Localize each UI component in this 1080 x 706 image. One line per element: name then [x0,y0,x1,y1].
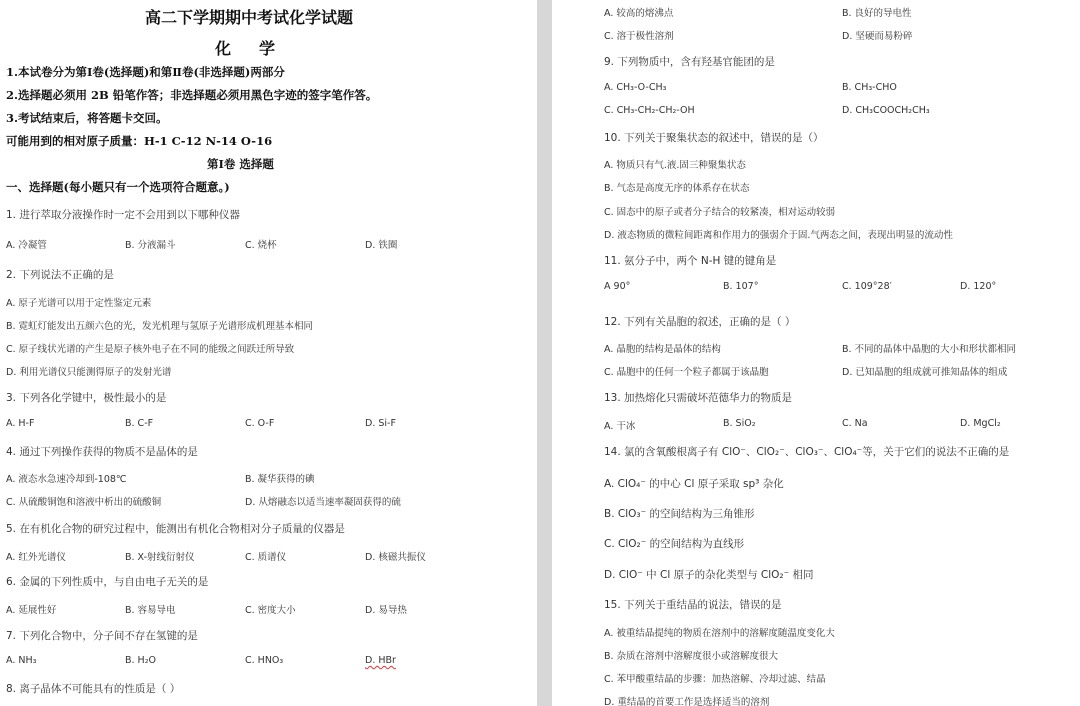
question-7-option-d: D. HBr [365,655,396,666]
question-2-option-b: B. 霓虹灯能发出五颜六色的光，发光机理与氢原子光谱形成机理基本相同 [6,321,314,332]
question-9-option-b: B. CH₃-CHO [842,82,897,93]
part-title: 第Ⅰ卷 选择题 [207,157,274,171]
question-6-option-a: A. 延展性好 [6,605,57,616]
subject-title: 化学 [215,39,304,58]
question-5-option-d: D. 核磁共振仪 [365,552,426,563]
question-14-option-d: D. ClO⁻ 中 Cl 原子的杂化类型与 ClO₂⁻ 相同 [604,569,814,581]
question-12-option-c: C. 晶胞中的任何一个粒子都属于该晶胞 [604,367,769,378]
question-11-option-a: A 90° [604,281,631,292]
question-2-option-c: C. 原子线状光谱的产生是原子核外电子在不同的能级之间跃迁所导致 [6,344,295,355]
question-10-option-a: A. 物质只有气.液.固三种聚集状态 [604,160,746,171]
question-7-stem: 7. 下列化合物中，分子间不存在氢键的是 [6,630,198,642]
question-13-option-d: D. MgCl₂ [960,418,1001,429]
question-15-stem: 15. 下列关于重结晶的说法，错误的是 [604,599,782,611]
exam-title: 高二下学期期中考试化学试题 [145,8,354,27]
question-11-stem: 11. 氨分子中，两个 N-H 键的键角是 [604,255,777,267]
question-9-option-c: C. CH₃-CH₂-CH₂-OH [604,105,695,116]
question-14-option-a: A. ClO₄⁻ 的中心 Cl 原子采取 sp³ 杂化 [604,478,784,490]
question-8-stem: 8. 离子晶体不可能具有的性质是（ ） [6,683,181,695]
question-8-option-a: A. 较高的熔沸点 [604,8,674,19]
question-11-option-d: D. 120° [960,281,997,292]
question-12-option-b: B. 不同的晶体中晶胞的大小和形状都相同 [842,344,1017,355]
question-6-stem: 6. 金属的下列性质中，与自由电子无关的是 [6,576,209,588]
question-6-option-b: B. 容易导电 [125,605,176,616]
question-15-option-a: A. 被重结晶提纯的物质在溶剂中的溶解度随温度变化大 [604,628,835,639]
question-15-option-c: C. 苯甲酸重结晶的步骤：加热溶解、冷却过滤、结晶 [604,674,826,685]
question-13-option-c: C. Na [842,418,868,429]
question-1-option-a: A. 冷凝管 [6,240,47,251]
question-4-option-c: C. 从硫酸铜饱和溶液中析出的硫酸铜 [6,497,162,508]
question-12-option-a: A. 晶胞的结构是晶体的结构 [604,344,721,355]
question-3-option-d: D. Si-F [365,418,396,429]
atomic-masses: 可能用到的相对原子质量：H-1 C-12 N-14 O-16 [6,134,273,148]
instruction-3: 3.考试结束后，将答题卡交回。 [6,111,168,125]
instruction-1: 1.本试卷分为第Ⅰ卷(选择题)和第Ⅱ卷(非选择题)两部分 [6,65,285,79]
question-3-option-b: B. C-F [125,418,154,429]
question-11-option-b: B. 107° [723,281,759,292]
question-3-option-c: C. O-F [245,418,275,429]
question-9-option-d: D. CH₃COOCH₂CH₃ [842,105,930,116]
question-11-option-c: C. 109°28′ [842,281,892,292]
right-page [552,0,1080,706]
question-13-stem: 13. 加热熔化只需破坏范德华力的物质是 [604,392,793,404]
question-14-option-c: C. ClO₂⁻ 的空间结构为直线形 [604,538,745,550]
question-4-option-b: B. 凝华获得的碘 [245,474,315,485]
question-14-option-b: B. ClO₃⁻ 的空间结构为三角锥形 [604,508,755,520]
question-9-option-a: A. CH₃-O-CH₃ [604,82,667,93]
question-3-stem: 3. 下列各化学键中，极性最小的是 [6,392,167,404]
question-5-option-c: C. 质谱仪 [245,552,287,563]
question-6-option-c: C. 密度大小 [245,605,296,616]
question-10-option-b: B. 气态是高度无序的体系存在状态 [604,183,750,194]
question-8-option-d: D. 坚硬而易粉碎 [842,31,913,42]
question-5-stem: 5. 在有机化合物的研究过程中，能测出有机化合物相对分子质量的仪器是 [6,523,345,535]
question-7-option-b: B. H₂O [125,655,156,666]
question-12-stem: 12. 下列有关晶胞的叙述，正确的是（ ） [604,316,796,328]
question-15-option-b: B. 杂质在溶剂中溶解度很小或溶解度很大 [604,651,779,662]
question-4-option-a: A. 液态水急速冷却到-108℃ [6,474,127,485]
question-12-option-d: D. 已知晶胞的组成就可推知晶体的组成 [842,367,1008,378]
question-7-option-c: C. HNO₃ [245,655,284,666]
question-7-option-a: A. NH₃ [6,655,37,666]
question-9-stem: 9. 下列物质中，含有羟基官能团的是 [604,56,775,68]
question-14-stem: 14. 氯的含氧酸根离子有 ClO⁻、ClO₂⁻、ClO₃⁻、ClO₄⁻等，关于它们的说法不正确的是 [604,446,1010,458]
question-1-stem: 1. 进行萃取分液操作时一定不会用到以下哪种仪器 [6,209,240,221]
question-5-option-a: A. 红外光谱仪 [6,552,66,563]
question-2-stem: 2. 下列说法不正确的是 [6,269,114,281]
instruction-2: 2.选择题必须用 2B 铅笔作答；非选择题必须用黑色字迹的签字笔作答。 [6,88,378,102]
left-page [0,0,537,706]
question-8-option-c: C. 溶于极性溶剂 [604,31,674,42]
question-5-option-b: B. X-射线衍射仪 [125,552,195,563]
question-2-option-d: D. 利用光谱仪只能测得原子的发射光谱 [6,367,172,378]
question-15-option-d: D. 重结晶的首要工作是选择适当的溶剂 [604,697,770,706]
question-13-option-b: B. SiO₂ [723,418,756,429]
question-10-option-c: C. 固态中的原子或者分子结合的较紧凑，相对运动较弱 [604,207,836,218]
question-1-option-b: B. 分液漏斗 [125,240,176,251]
question-10-stem: 10. 下列关于聚集状态的叙述中，错误的是（） [604,132,824,144]
section-title: 一、选择题(每小题只有一个选项符合题意。) [6,180,230,194]
question-2-option-a: A. 原子光谱可以用于定性鉴定元素 [6,298,152,309]
question-1-option-c: C. 烧杯 [245,240,277,251]
question-3-option-a: A. H-F [6,418,35,429]
question-4-stem: 4. 通过下列操作获得的物质不是晶体的是 [6,446,198,458]
question-6-option-d: D. 易导热 [365,605,407,616]
question-10-option-d: D. 液态物质的微粒间距离和作用力的强弱介于固.气两态之间，表现出明显的流动性 [604,230,953,241]
question-1-option-d: D. 铁圈 [365,240,398,251]
question-8-option-b: B. 良好的导电性 [842,8,912,19]
question-4-option-d: D. 从熔融态以适当速率凝固获得的硫 [245,497,401,508]
question-13-option-a: A. 干冰 [604,421,636,432]
